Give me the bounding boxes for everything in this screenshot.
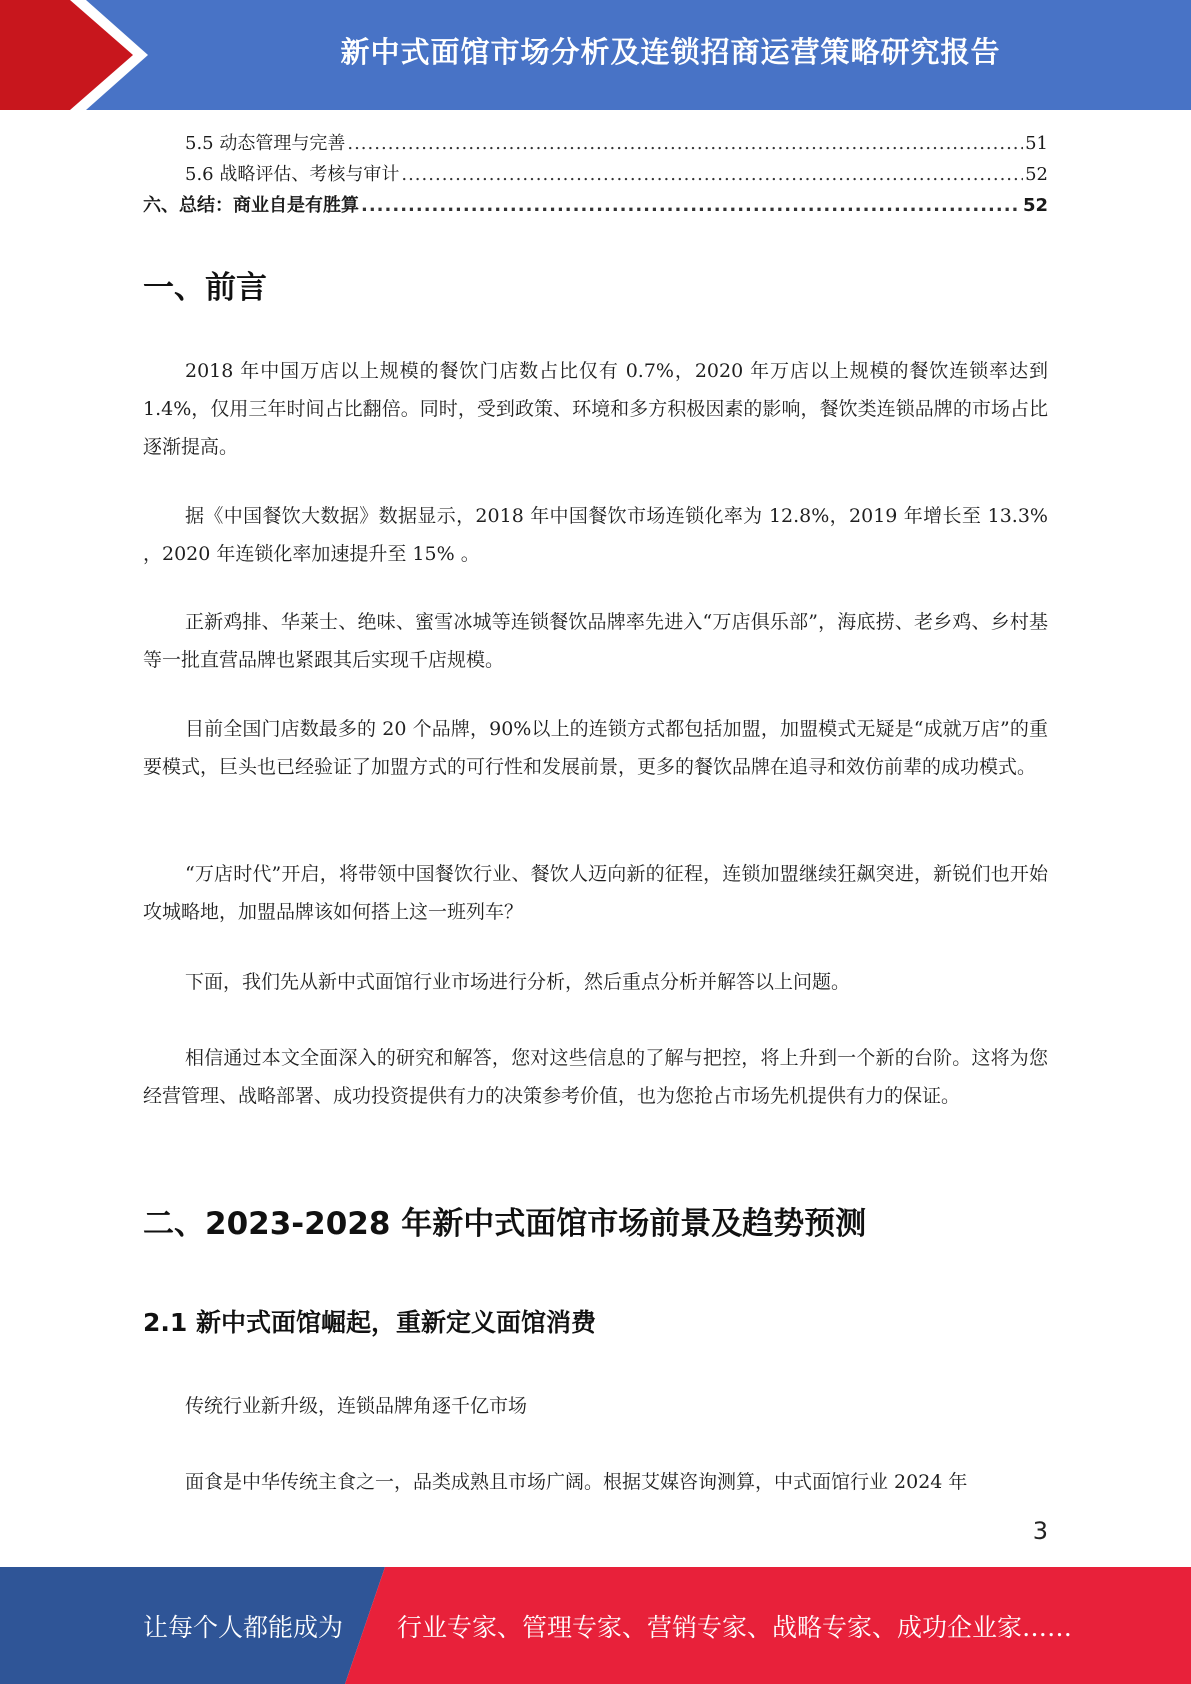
toc-leader-dots [361,190,1021,221]
paragraph: “万店时代”开启，将带领中国餐饮行业、餐饮人迈向新的征程，连锁加盟继续狂飙突进，新锐们也开始攻城略地，加盟品牌该如何搭上这一班列车？ [143,863,1048,923]
footer-slogan-left: 让每个人都能成为 [143,1612,344,1642]
toc-leader-dots [347,128,1023,159]
toc-entry-page: 51 [1025,133,1048,154]
toc-entry[interactable] [143,128,1048,159]
report-title: 新中式面馆市场分析及连锁招商运营策略研究报告 [340,34,1001,69]
paragraph: 目前全国门店数最多的 20 个品牌，90%以上的连锁方式都包括加盟，加盟模式无疑是“成就万店”的重要模式，巨头也已经验证了加盟方式的可行性和发展前景，更多的餐饮品牌在追寻和效仿前辈的成功模式。 [143,718,1048,778]
paragraph: 2018 年中国万店以上规模的餐饮门店数占比仅有 0.7%，2020 年万店以上规模的餐饮连锁率达到 1.4%，仅用三年时间占比翻倍。同时，受到政策、环境和多方积极因素的影响，餐饮类连锁品牌的市场占比逐渐提高。 [143,360,1048,458]
toc-entry-label: 5.5 动态管理与完善 [185,133,346,154]
toc-entry-page: 52 [1025,164,1048,185]
paragraph: 相信通过本文全面深入的研究和解答，您对这些信息的了解与把控，将上升到一个新的台阶。这将为您经营管理、战略部署、成功投资提供有力的决策参考价值，也为您抢占市场先机提供有力的保证。 [143,1047,1048,1107]
page-number: 3 [1032,1517,1048,1545]
toc-entry-page: 52 [1022,195,1048,216]
footer-slogan-right: 行业专家、管理专家、营销专家、战略专家、成功企业家…… [397,1612,1073,1642]
table-of-contents [143,128,1048,221]
paragraph: 下面，我们先从新中式面馆行业市场进行分析，然后重点分析并解答以上问题。 [185,971,851,993]
section-heading-preface: 一、前言 [143,270,267,306]
toc-entry-label: 六、总结：商业自是有胜算 [143,195,359,216]
subsection-heading: 2.1 新中式面馆崛起，重新定义面馆消费 [143,1308,596,1337]
paragraph: 据《中国餐饮大数据》数据显示，2018 年中国餐饮市场连锁化率为 12.8%，2019 年增长至 13.3% ，2020 年连锁化率加速提升至 15% 。 [143,505,1048,565]
section-heading-forecast: 二、2023-2028 年新中式面馆市场前景及趋势预测 [143,1206,867,1242]
toc-leader-dots [401,159,1023,190]
paragraph: 面食是中华传统主食之一，品类成熟且市场广阔。根据艾媒咨询测算，中式面馆行业 2024 年 [185,1471,968,1493]
header-arrow-decoration [0,0,160,110]
paragraph: 传统行业新升级，连锁品牌角逐千亿市场 [185,1395,528,1417]
toc-entry-label: 5.6 战略评估、考核与审计 [185,164,400,185]
toc-entry[interactable] [143,159,1048,190]
paragraph: 正新鸡排、华莱士、绝味、蜜雪冰城等连锁餐饮品牌率先进入“万店俱乐部”，海底捞、老乡鸡、乡村基等一批直营品牌也紧跟其后实现千店规模。 [143,611,1048,671]
toc-entry[interactable] [143,190,1048,221]
page-footer [0,1567,1191,1684]
page-header [0,0,1191,110]
